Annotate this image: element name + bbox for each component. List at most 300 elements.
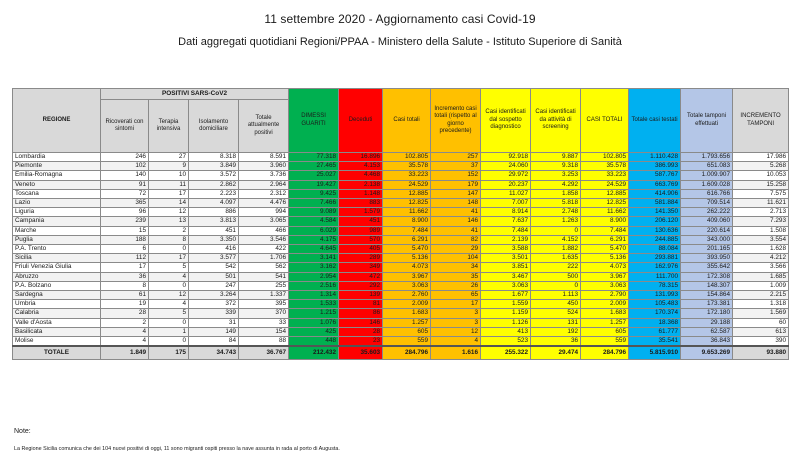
table-cell: 41 bbox=[431, 226, 481, 235]
table-row bbox=[13, 235, 789, 244]
table-cell: 172.180 bbox=[681, 309, 733, 318]
table-cell: 7.484 bbox=[383, 226, 431, 235]
table-cell: 1.263 bbox=[531, 217, 581, 226]
table-cell: 4.468 bbox=[339, 171, 383, 180]
table-cell: 289 bbox=[339, 254, 383, 263]
table-cell: 131.993 bbox=[629, 291, 681, 300]
table-cell: 3.813 bbox=[189, 217, 239, 226]
table-cell: 154.864 bbox=[681, 291, 733, 300]
table-cell: 3.849 bbox=[189, 162, 239, 171]
table-cell: 35.578 bbox=[383, 162, 431, 171]
table-cell: 81 bbox=[339, 300, 383, 309]
table-cell: 3.501 bbox=[481, 254, 531, 263]
column-header-dimessi-guariti: DIMESSI GUARITI bbox=[289, 89, 339, 153]
table-cell: 3.467 bbox=[481, 272, 531, 281]
table-cell: 172.308 bbox=[681, 272, 733, 281]
table-cell: 989 bbox=[339, 226, 383, 235]
table-cell: 7.466 bbox=[289, 199, 339, 208]
table-cell: 4.292 bbox=[531, 180, 581, 189]
table-cell: 3.065 bbox=[239, 217, 289, 226]
total-row bbox=[13, 346, 789, 359]
table-row bbox=[13, 263, 789, 272]
column-header-sospetto-diagnostico: Casi identificati dal sospetto diagnostico bbox=[481, 89, 531, 153]
table-cell: 12 bbox=[431, 327, 481, 336]
table-cell: 416 bbox=[189, 245, 239, 254]
table-row bbox=[13, 245, 789, 254]
table-cell: 451 bbox=[339, 217, 383, 226]
table-cell: 5.818 bbox=[531, 199, 581, 208]
table-cell: 1.628 bbox=[733, 245, 789, 254]
region-name-cell: Lombardia bbox=[13, 153, 101, 162]
column-header-deceduti: Deceduti bbox=[339, 89, 383, 153]
table-cell: 12.825 bbox=[581, 199, 629, 208]
table-cell: 5.470 bbox=[383, 245, 431, 254]
column-header-ricoverati: Ricoverati con sintomi bbox=[101, 100, 149, 153]
region-name-cell: Puglia bbox=[13, 235, 101, 244]
table-row bbox=[13, 162, 789, 171]
notes-label: Note: bbox=[14, 428, 31, 435]
table-cell: 131 bbox=[531, 318, 581, 327]
table-cell: 19.427 bbox=[289, 180, 339, 189]
table-cell: 466 bbox=[239, 226, 289, 235]
table-cell: 62.587 bbox=[681, 327, 733, 336]
table-cell: 201.165 bbox=[681, 245, 733, 254]
table-cell: 11.621 bbox=[733, 199, 789, 208]
table-cell: 12 bbox=[149, 291, 189, 300]
table-cell: 35.578 bbox=[581, 162, 629, 171]
table-cell: 372 bbox=[189, 300, 239, 309]
table-cell: 23 bbox=[339, 337, 383, 347]
table-cell: 82 bbox=[431, 235, 481, 244]
column-header-screening: Casi identificati da attività di screening bbox=[531, 89, 581, 153]
table-cell: 27.465 bbox=[289, 162, 339, 171]
table-cell: 170.374 bbox=[629, 309, 681, 318]
total-cell: 1.849 bbox=[101, 346, 149, 359]
table-cell: 3.264 bbox=[189, 291, 239, 300]
total-cell: 34.743 bbox=[189, 346, 239, 359]
table-cell: 414.906 bbox=[629, 189, 681, 198]
table-cell: 2.312 bbox=[239, 189, 289, 198]
table-cell: 994 bbox=[239, 208, 289, 217]
table-cell: 3.162 bbox=[289, 263, 339, 272]
table-cell: 7.637 bbox=[481, 217, 531, 226]
table-cell: 72 bbox=[101, 189, 149, 198]
table-cell: 4.073 bbox=[383, 263, 431, 272]
table-cell: 1.882 bbox=[531, 245, 581, 254]
table-cell: 1.076 bbox=[289, 318, 339, 327]
table-cell: 709.514 bbox=[681, 199, 733, 208]
table-cell: 173.381 bbox=[681, 300, 733, 309]
table-cell: 262.222 bbox=[681, 208, 733, 217]
table-cell: 34 bbox=[431, 263, 481, 272]
table-cell: 1.009.907 bbox=[681, 171, 733, 180]
table-cell: 1.318 bbox=[733, 300, 789, 309]
table-cell: 6.291 bbox=[581, 235, 629, 244]
region-name-cell: Lazio bbox=[13, 199, 101, 208]
table-cell: 112 bbox=[101, 254, 149, 263]
table-cell: 542 bbox=[189, 263, 239, 272]
region-name-cell: Calabria bbox=[13, 309, 101, 318]
table-cell: 61.777 bbox=[629, 327, 681, 336]
table-cell: 3.063 bbox=[581, 281, 629, 290]
table-cell: 29.188 bbox=[681, 318, 733, 327]
table-cell: 24.529 bbox=[383, 180, 431, 189]
table-cell: 12 bbox=[149, 208, 189, 217]
table-cell: 10.053 bbox=[733, 171, 789, 180]
table-cell: 28 bbox=[339, 327, 383, 336]
table-cell: 2.139 bbox=[481, 235, 531, 244]
table-cell: 4.645 bbox=[289, 245, 339, 254]
table-cell: 148 bbox=[431, 199, 481, 208]
table-cell: 152 bbox=[431, 171, 481, 180]
column-header-isolamento: Isolamento domiciliare bbox=[189, 100, 239, 153]
table-cell: 92.918 bbox=[481, 153, 531, 162]
region-name-cell: Basilicata bbox=[13, 327, 101, 336]
region-name-cell: Marche bbox=[13, 226, 101, 235]
table-cell: 1.793.656 bbox=[681, 153, 733, 162]
table-cell: 523 bbox=[481, 337, 531, 347]
table-cell: 3.967 bbox=[383, 272, 431, 281]
total-cell: 284.796 bbox=[383, 346, 431, 359]
table-cell: 1.257 bbox=[383, 318, 431, 327]
table-cell: 4.584 bbox=[289, 217, 339, 226]
table-cell: 3.063 bbox=[481, 281, 531, 290]
table-cell: 587.767 bbox=[629, 171, 681, 180]
table-row bbox=[13, 272, 789, 281]
table-row bbox=[13, 254, 789, 263]
table-cell: 1.257 bbox=[581, 318, 629, 327]
table-cell: 395 bbox=[239, 300, 289, 309]
region-name-cell: Molise bbox=[13, 337, 101, 347]
table-row bbox=[13, 291, 789, 300]
table-cell: 1.706 bbox=[239, 254, 289, 263]
table-cell: 146 bbox=[431, 217, 481, 226]
table-cell: 96 bbox=[101, 208, 149, 217]
table-cell: 1.215 bbox=[289, 309, 339, 318]
table-row bbox=[13, 309, 789, 318]
table-cell: 24.060 bbox=[481, 162, 531, 171]
table-cell: 349 bbox=[339, 263, 383, 272]
table-cell: 105.483 bbox=[629, 300, 681, 309]
table-cell: 3.141 bbox=[289, 254, 339, 263]
table-cell: 7.293 bbox=[733, 217, 789, 226]
table-row bbox=[13, 300, 789, 309]
table-cell: 3.851 bbox=[481, 263, 531, 272]
column-header-casi-totali: Casi totali bbox=[383, 89, 431, 153]
table-cell: 293.881 bbox=[629, 254, 681, 263]
table-cell: 35 bbox=[431, 272, 481, 281]
table-cell: 8.914 bbox=[481, 208, 531, 217]
table-cell: 5 bbox=[149, 309, 189, 318]
table-cell: 86 bbox=[339, 309, 383, 318]
table-cell: 1.126 bbox=[481, 318, 531, 327]
table-cell: 390 bbox=[733, 337, 789, 347]
table-cell: 605 bbox=[581, 327, 629, 336]
table-cell: 559 bbox=[383, 337, 431, 347]
table-cell: 4.073 bbox=[581, 263, 629, 272]
table-cell: 2.964 bbox=[239, 180, 289, 189]
table-cell: 413 bbox=[481, 327, 531, 336]
table-cell: 4 bbox=[101, 327, 149, 336]
table-cell: 3.588 bbox=[481, 245, 531, 254]
table-cell: 5 bbox=[149, 263, 189, 272]
table-cell: 33.223 bbox=[581, 171, 629, 180]
table-cell: 2.009 bbox=[383, 300, 431, 309]
table-cell: 65 bbox=[431, 291, 481, 300]
table-cell: 239 bbox=[101, 217, 149, 226]
table-cell: 2.009 bbox=[581, 300, 629, 309]
table-cell: 31 bbox=[189, 318, 239, 327]
region-name-cell: Liguria bbox=[13, 208, 101, 217]
table-cell: 3.736 bbox=[239, 171, 289, 180]
table-cell: 451 bbox=[189, 226, 239, 235]
table-cell: 41 bbox=[431, 208, 481, 217]
table-cell: 154 bbox=[239, 327, 289, 336]
table-cell: 77.318 bbox=[289, 153, 339, 162]
table-cell: 60 bbox=[733, 318, 789, 327]
table-cell: 405 bbox=[339, 245, 383, 254]
table-cell: 247 bbox=[189, 281, 239, 290]
table-cell: 1.858 bbox=[531, 189, 581, 198]
table-cell: 12.825 bbox=[383, 199, 431, 208]
table-cell: 1.579 bbox=[339, 208, 383, 217]
table-cell: 36 bbox=[101, 272, 149, 281]
table-cell: 559 bbox=[581, 337, 629, 347]
table-cell: 7.575 bbox=[733, 189, 789, 198]
table-cell: 6.291 bbox=[383, 235, 431, 244]
table-cell: 11.662 bbox=[581, 208, 629, 217]
table-row bbox=[13, 337, 789, 347]
table-cell: 17 bbox=[149, 254, 189, 263]
table-cell: 4.153 bbox=[339, 162, 383, 171]
table-cell: 33.223 bbox=[383, 171, 431, 180]
table-cell: 146 bbox=[339, 318, 383, 327]
table-cell: 1.337 bbox=[239, 291, 289, 300]
table-cell: 11.662 bbox=[383, 208, 431, 217]
column-header-totale-positivi: Totale attualmente positivi bbox=[239, 100, 289, 153]
table-cell: 2.215 bbox=[733, 291, 789, 300]
table-cell: 2.748 bbox=[531, 208, 581, 217]
table-cell: 2 bbox=[149, 226, 189, 235]
table-cell: 3.960 bbox=[239, 162, 289, 171]
table-cell: 8 bbox=[101, 281, 149, 290]
region-name-cell: Sardegna bbox=[13, 291, 101, 300]
table-cell: 206.120 bbox=[629, 217, 681, 226]
table-cell: 147 bbox=[431, 189, 481, 198]
region-name-cell: Abruzzo bbox=[13, 272, 101, 281]
table-row bbox=[13, 171, 789, 180]
table-cell: 1.314 bbox=[289, 291, 339, 300]
table-cell: 220.614 bbox=[681, 226, 733, 235]
table-cell: 29 bbox=[431, 245, 481, 254]
table-cell: 16.896 bbox=[339, 153, 383, 162]
table-row bbox=[13, 189, 789, 198]
table-cell: 4 bbox=[149, 300, 189, 309]
table-cell: 3.554 bbox=[733, 235, 789, 244]
table-cell: 292 bbox=[339, 281, 383, 290]
table-cell: 8.318 bbox=[189, 153, 239, 162]
region-name-cell: Valle d'Aosta bbox=[13, 318, 101, 327]
table-cell: 1.677 bbox=[481, 291, 531, 300]
table-cell: 4 bbox=[431, 337, 481, 347]
table-cell: 1.559 bbox=[481, 300, 531, 309]
region-name-cell: Sicilia bbox=[13, 254, 101, 263]
table-cell: 450 bbox=[531, 300, 581, 309]
table-cell: 5.136 bbox=[581, 254, 629, 263]
table-cell: 36 bbox=[531, 337, 581, 347]
table-row bbox=[13, 153, 789, 162]
table-row bbox=[13, 217, 789, 226]
notes-text: La Regione Sicilia comunica che dei 104 nuovi positivi di oggi, 11 sono migranti ospiti presso la nave assunta in rada al porto di Augusta. bbox=[14, 446, 340, 452]
total-cell: 175 bbox=[149, 346, 189, 359]
table-cell: 0 bbox=[531, 281, 581, 290]
table-cell: 4.152 bbox=[531, 235, 581, 244]
table-cell: 3.350 bbox=[189, 235, 239, 244]
table-cell: 524 bbox=[531, 309, 581, 318]
table-cell: 88 bbox=[239, 337, 289, 347]
covid-data-table-container bbox=[12, 88, 788, 360]
table-cell: 148.307 bbox=[681, 281, 733, 290]
column-header-casi-testati: Totale casi testati bbox=[629, 89, 681, 153]
table-cell: 562 bbox=[239, 263, 289, 272]
table-cell: 1.683 bbox=[383, 309, 431, 318]
table-cell: 25.027 bbox=[289, 171, 339, 180]
table-cell: 7.007 bbox=[481, 199, 531, 208]
table-cell: 11 bbox=[149, 180, 189, 189]
table-cell: 188 bbox=[101, 235, 149, 244]
table-cell: 130.636 bbox=[629, 226, 681, 235]
table-cell: 222 bbox=[531, 263, 581, 272]
table-cell: 1.508 bbox=[733, 226, 789, 235]
table-cell: 12.885 bbox=[581, 189, 629, 198]
total-cell: 35.603 bbox=[339, 346, 383, 359]
table-cell: 104 bbox=[431, 254, 481, 263]
table-cell: 3 bbox=[431, 309, 481, 318]
column-header-casi-totali-2: CASI TOTALI bbox=[581, 89, 629, 153]
table-cell: 2.954 bbox=[289, 272, 339, 281]
table-cell: 15 bbox=[101, 226, 149, 235]
table-cell: 192 bbox=[531, 327, 581, 336]
table-cell: 1.159 bbox=[481, 309, 531, 318]
table-cell: 365 bbox=[101, 199, 149, 208]
table-row bbox=[13, 318, 789, 327]
table-cell: 2.760 bbox=[383, 291, 431, 300]
table-cell: 246 bbox=[101, 153, 149, 162]
table-cell: 1.148 bbox=[339, 189, 383, 198]
table-cell: 0 bbox=[149, 318, 189, 327]
table-cell: 9.425 bbox=[289, 189, 339, 198]
total-cell: 212.432 bbox=[289, 346, 339, 359]
table-cell: 3.566 bbox=[733, 263, 789, 272]
table-cell: 0 bbox=[531, 226, 581, 235]
region-name-cell: Emilia-Romagna bbox=[13, 171, 101, 180]
group-header-positivi: POSITIVI SARS-CoV2 bbox=[101, 89, 289, 100]
table-cell: 1.685 bbox=[733, 272, 789, 281]
table-row bbox=[13, 281, 789, 290]
total-cell: 36.767 bbox=[239, 346, 289, 359]
table-cell: 244.885 bbox=[629, 235, 681, 244]
table-cell: 28 bbox=[101, 309, 149, 318]
table-row bbox=[13, 327, 789, 336]
region-name-cell: Umbria bbox=[13, 300, 101, 309]
table-cell: 5.136 bbox=[383, 254, 431, 263]
region-name-cell: Toscana bbox=[13, 189, 101, 198]
table-cell: 3.967 bbox=[581, 272, 629, 281]
region-name-cell: Veneto bbox=[13, 180, 101, 189]
table-cell: 1.635 bbox=[531, 254, 581, 263]
table-cell: 393.950 bbox=[681, 254, 733, 263]
table-cell: 4.175 bbox=[289, 235, 339, 244]
table-cell: 8 bbox=[149, 235, 189, 244]
table-cell: 2.223 bbox=[189, 189, 239, 198]
table-cell: 102 bbox=[101, 162, 149, 171]
table-cell: 102.805 bbox=[581, 153, 629, 162]
table-cell: 500 bbox=[531, 272, 581, 281]
table-cell: 4.097 bbox=[189, 199, 239, 208]
table-cell: 4.476 bbox=[239, 199, 289, 208]
table-cell: 37 bbox=[431, 162, 481, 171]
table-row bbox=[13, 180, 789, 189]
table-cell: 12.885 bbox=[383, 189, 431, 198]
table-body bbox=[13, 153, 789, 347]
total-cell: 255.322 bbox=[481, 346, 531, 359]
table-cell: 1 bbox=[149, 327, 189, 336]
table-cell: 24.529 bbox=[581, 180, 629, 189]
table-cell: 1.569 bbox=[733, 309, 789, 318]
table-cell: 88.084 bbox=[629, 245, 681, 254]
table-cell: 162.976 bbox=[629, 263, 681, 272]
total-cell: 1.616 bbox=[431, 346, 481, 359]
table-cell: 616.766 bbox=[681, 189, 733, 198]
table-cell: 3.546 bbox=[239, 235, 289, 244]
table-cell: 36.843 bbox=[681, 337, 733, 347]
table-cell: 2.138 bbox=[339, 180, 383, 189]
table-cell: 386.993 bbox=[629, 162, 681, 171]
table-cell: 139 bbox=[339, 291, 383, 300]
total-cell: 9.653.269 bbox=[681, 346, 733, 359]
table-cell: 7.484 bbox=[581, 226, 629, 235]
region-name-cell: P.A. Bolzano bbox=[13, 281, 101, 290]
region-name-cell: Friuli Venezia Giulia bbox=[13, 263, 101, 272]
table-cell: 33 bbox=[239, 318, 289, 327]
table-cell: 9.089 bbox=[289, 208, 339, 217]
table-cell: 370 bbox=[239, 309, 289, 318]
region-name-cell: Campania bbox=[13, 217, 101, 226]
table-cell: 581.884 bbox=[629, 199, 681, 208]
table-cell: 472 bbox=[339, 272, 383, 281]
table-cell: 2.790 bbox=[581, 291, 629, 300]
table-cell: 5.470 bbox=[581, 245, 629, 254]
column-header-regione: REGIONE bbox=[13, 89, 101, 153]
table-cell: 3.063 bbox=[383, 281, 431, 290]
table-cell: 2.713 bbox=[733, 208, 789, 217]
table-cell: 570 bbox=[339, 235, 383, 244]
table-cell: 2.862 bbox=[189, 180, 239, 189]
table-cell: 8.900 bbox=[383, 217, 431, 226]
table-row bbox=[13, 226, 789, 235]
table-cell: 3.572 bbox=[189, 171, 239, 180]
table-cell: 883 bbox=[339, 199, 383, 208]
table-cell: 179 bbox=[431, 180, 481, 189]
table-cell: 9 bbox=[149, 162, 189, 171]
table-cell: 26 bbox=[431, 281, 481, 290]
table-cell: 425 bbox=[289, 327, 339, 336]
table-cell: 0 bbox=[149, 245, 189, 254]
table-cell: 61 bbox=[101, 291, 149, 300]
table-cell: 4 bbox=[149, 272, 189, 281]
table-row bbox=[13, 208, 789, 217]
table-cell: 27 bbox=[149, 153, 189, 162]
